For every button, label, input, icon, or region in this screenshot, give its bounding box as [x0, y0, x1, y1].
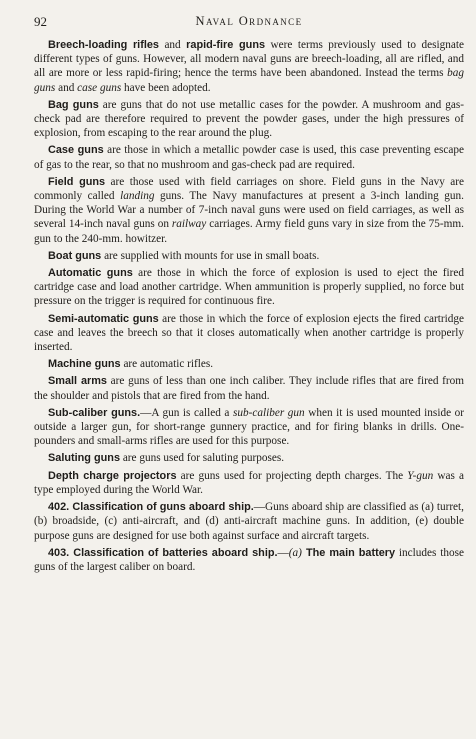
paragraph-text: was a type employed during the World War.: [34, 469, 464, 496]
paragraph-text: are those in which the force of explosion is used to eject the fired cartridge case and load another cartridge. When ammunition is properly supplied, no force but pressure on the trigger is required for continuous fire.: [34, 267, 464, 308]
paragraph-bag-guns: [34, 98, 464, 141]
paragraph-text: carriages. Army field guns vary in size from the 75-mm. gun to the 240-mm. howitzer.: [34, 218, 464, 245]
paragraph-text: are guns of less than one inch caliber. They include rifles that are fired from the shoulder and pistols that are fired from the hand.: [34, 375, 464, 402]
italic-sub-caliber-gun: sub-caliber gun: [232, 406, 305, 419]
paragraph-text: when it is used mounted inside or outside a larger gun, for short-range gunnery practice, and for firing blanks in drills. One-pounders and small-arms rifles are used for this purpose.: [34, 406, 464, 448]
paragraph-saluting-guns: [34, 451, 464, 465]
term-boat-guns: Boat guns: [48, 249, 102, 262]
term-breech-loading-rifles: Breech-loading rifles: [48, 39, 159, 51]
paragraph-text: —Guns aboard ship are classified as (a) turret, (b) broadside, (c) anti-aircraft, and (d) anti-aircraft machine guns. In addition, (e) double purpose guns are designed for use both against surface and aircraft targets.: [34, 501, 464, 542]
italic-bag-guns: bag guns: [34, 67, 464, 94]
paragraph-text: —A gun is called a: [140, 406, 233, 419]
italic-a: (a): [288, 546, 302, 559]
paragraph-text: are those in which the force of explosion ejects the fired cartridge case and leaves the breech so that it closes automatically when another cartridge is properly inserted.: [34, 312, 464, 354]
paragraph-text: and: [158, 39, 187, 51]
paragraph-text: are automatic rifles.: [120, 358, 214, 371]
term-saluting-guns: Saluting guns: [48, 452, 120, 465]
paragraph-text: were terms previously used to designate different types of guns. However, all modern naval guns are breech-loading, all are rifled, and all are more or less rapid-firing; hence the terms have been abandoned. Instead the terms: [34, 39, 465, 80]
term-rapid-fire-guns: rapid-fire guns: [186, 39, 266, 51]
section-heading-403: 403. Classification of batteries aboard ship.: [48, 546, 278, 559]
body-text: [34, 38, 464, 574]
paragraph-section-402: [34, 500, 464, 543]
paragraph-sub-caliber-guns: [34, 406, 464, 449]
italic-railway: railway: [171, 218, 207, 231]
term-small-arms: Small arms: [48, 375, 107, 388]
paragraph-section-403: [34, 546, 464, 574]
term-case-guns: Case guns: [48, 144, 104, 157]
paragraph-breech-loading: [34, 38, 464, 95]
paragraph-depth-charge-projectors: [34, 469, 464, 497]
running-head: Naval Ordnance: [195, 14, 303, 28]
italic-y-gun: Y-gun: [407, 469, 434, 482]
paragraph-text: includes those guns of the largest caliber on board.: [34, 546, 464, 573]
paragraph-text: are guns used for projecting depth charges. The: [176, 469, 408, 482]
term-depth-charge-projectors: Depth charge projectors: [48, 469, 177, 482]
page-number: 92: [34, 14, 47, 29]
italic-case-guns: case guns: [77, 81, 122, 94]
paragraph-boat-guns: [34, 249, 464, 263]
term-automatic-guns: Automatic guns: [48, 267, 133, 280]
page-header: [34, 8, 464, 38]
paragraph-small-arms: [34, 374, 464, 402]
paragraph-text: are supplied with mounts for use in small boats.: [101, 249, 320, 262]
paragraph-field-guns: [34, 175, 464, 246]
paragraph-text: are guns that do not use metallic cases for the powder. A mushroom and gas-check pad are therefore required to prevent the powder gases, under the high pressures of explosion, from escaping to the rear around the plug.: [34, 98, 465, 140]
section-heading-402: 402. Classification of guns aboard ship.: [48, 501, 254, 514]
term-sub-caliber-guns: Sub-caliber guns.: [48, 406, 141, 419]
paragraph-machine-guns: [34, 357, 464, 371]
paragraph-text: have been adopted.: [121, 81, 211, 94]
term-machine-guns: Machine guns: [48, 358, 121, 371]
paragraph-text: —: [277, 546, 289, 559]
paragraph-case-guns: [34, 143, 464, 171]
italic-landing: landing: [120, 190, 155, 203]
paragraph-automatic-guns: [34, 266, 464, 309]
term-semi-automatic-guns: Semi-automatic guns: [48, 312, 159, 325]
paragraph-text: are guns used for saluting purposes.: [120, 452, 285, 465]
term-field-guns: Field guns: [48, 175, 106, 188]
paragraph-text: are those used with field carriages on shore. Field guns in the Navy are commonly called: [34, 175, 464, 203]
paragraph-text: are those in which a metallic powder case is used, this case preventing escape of gas to the rear, so that no mushroom and gas-check pad are required.: [34, 144, 464, 171]
paragraph-text: guns. The Navy manufactures at present a 3-inch landing gun. During the World War a number of 7-inch naval guns were used on field carriages, as well as several 14-inch naval guns on: [34, 190, 464, 231]
term-main-battery: The main battery: [301, 546, 396, 559]
paragraph-text: and: [55, 81, 78, 94]
term-bag-guns: Bag guns: [48, 98, 99, 111]
paragraph-semi-automatic-guns: [34, 312, 464, 355]
